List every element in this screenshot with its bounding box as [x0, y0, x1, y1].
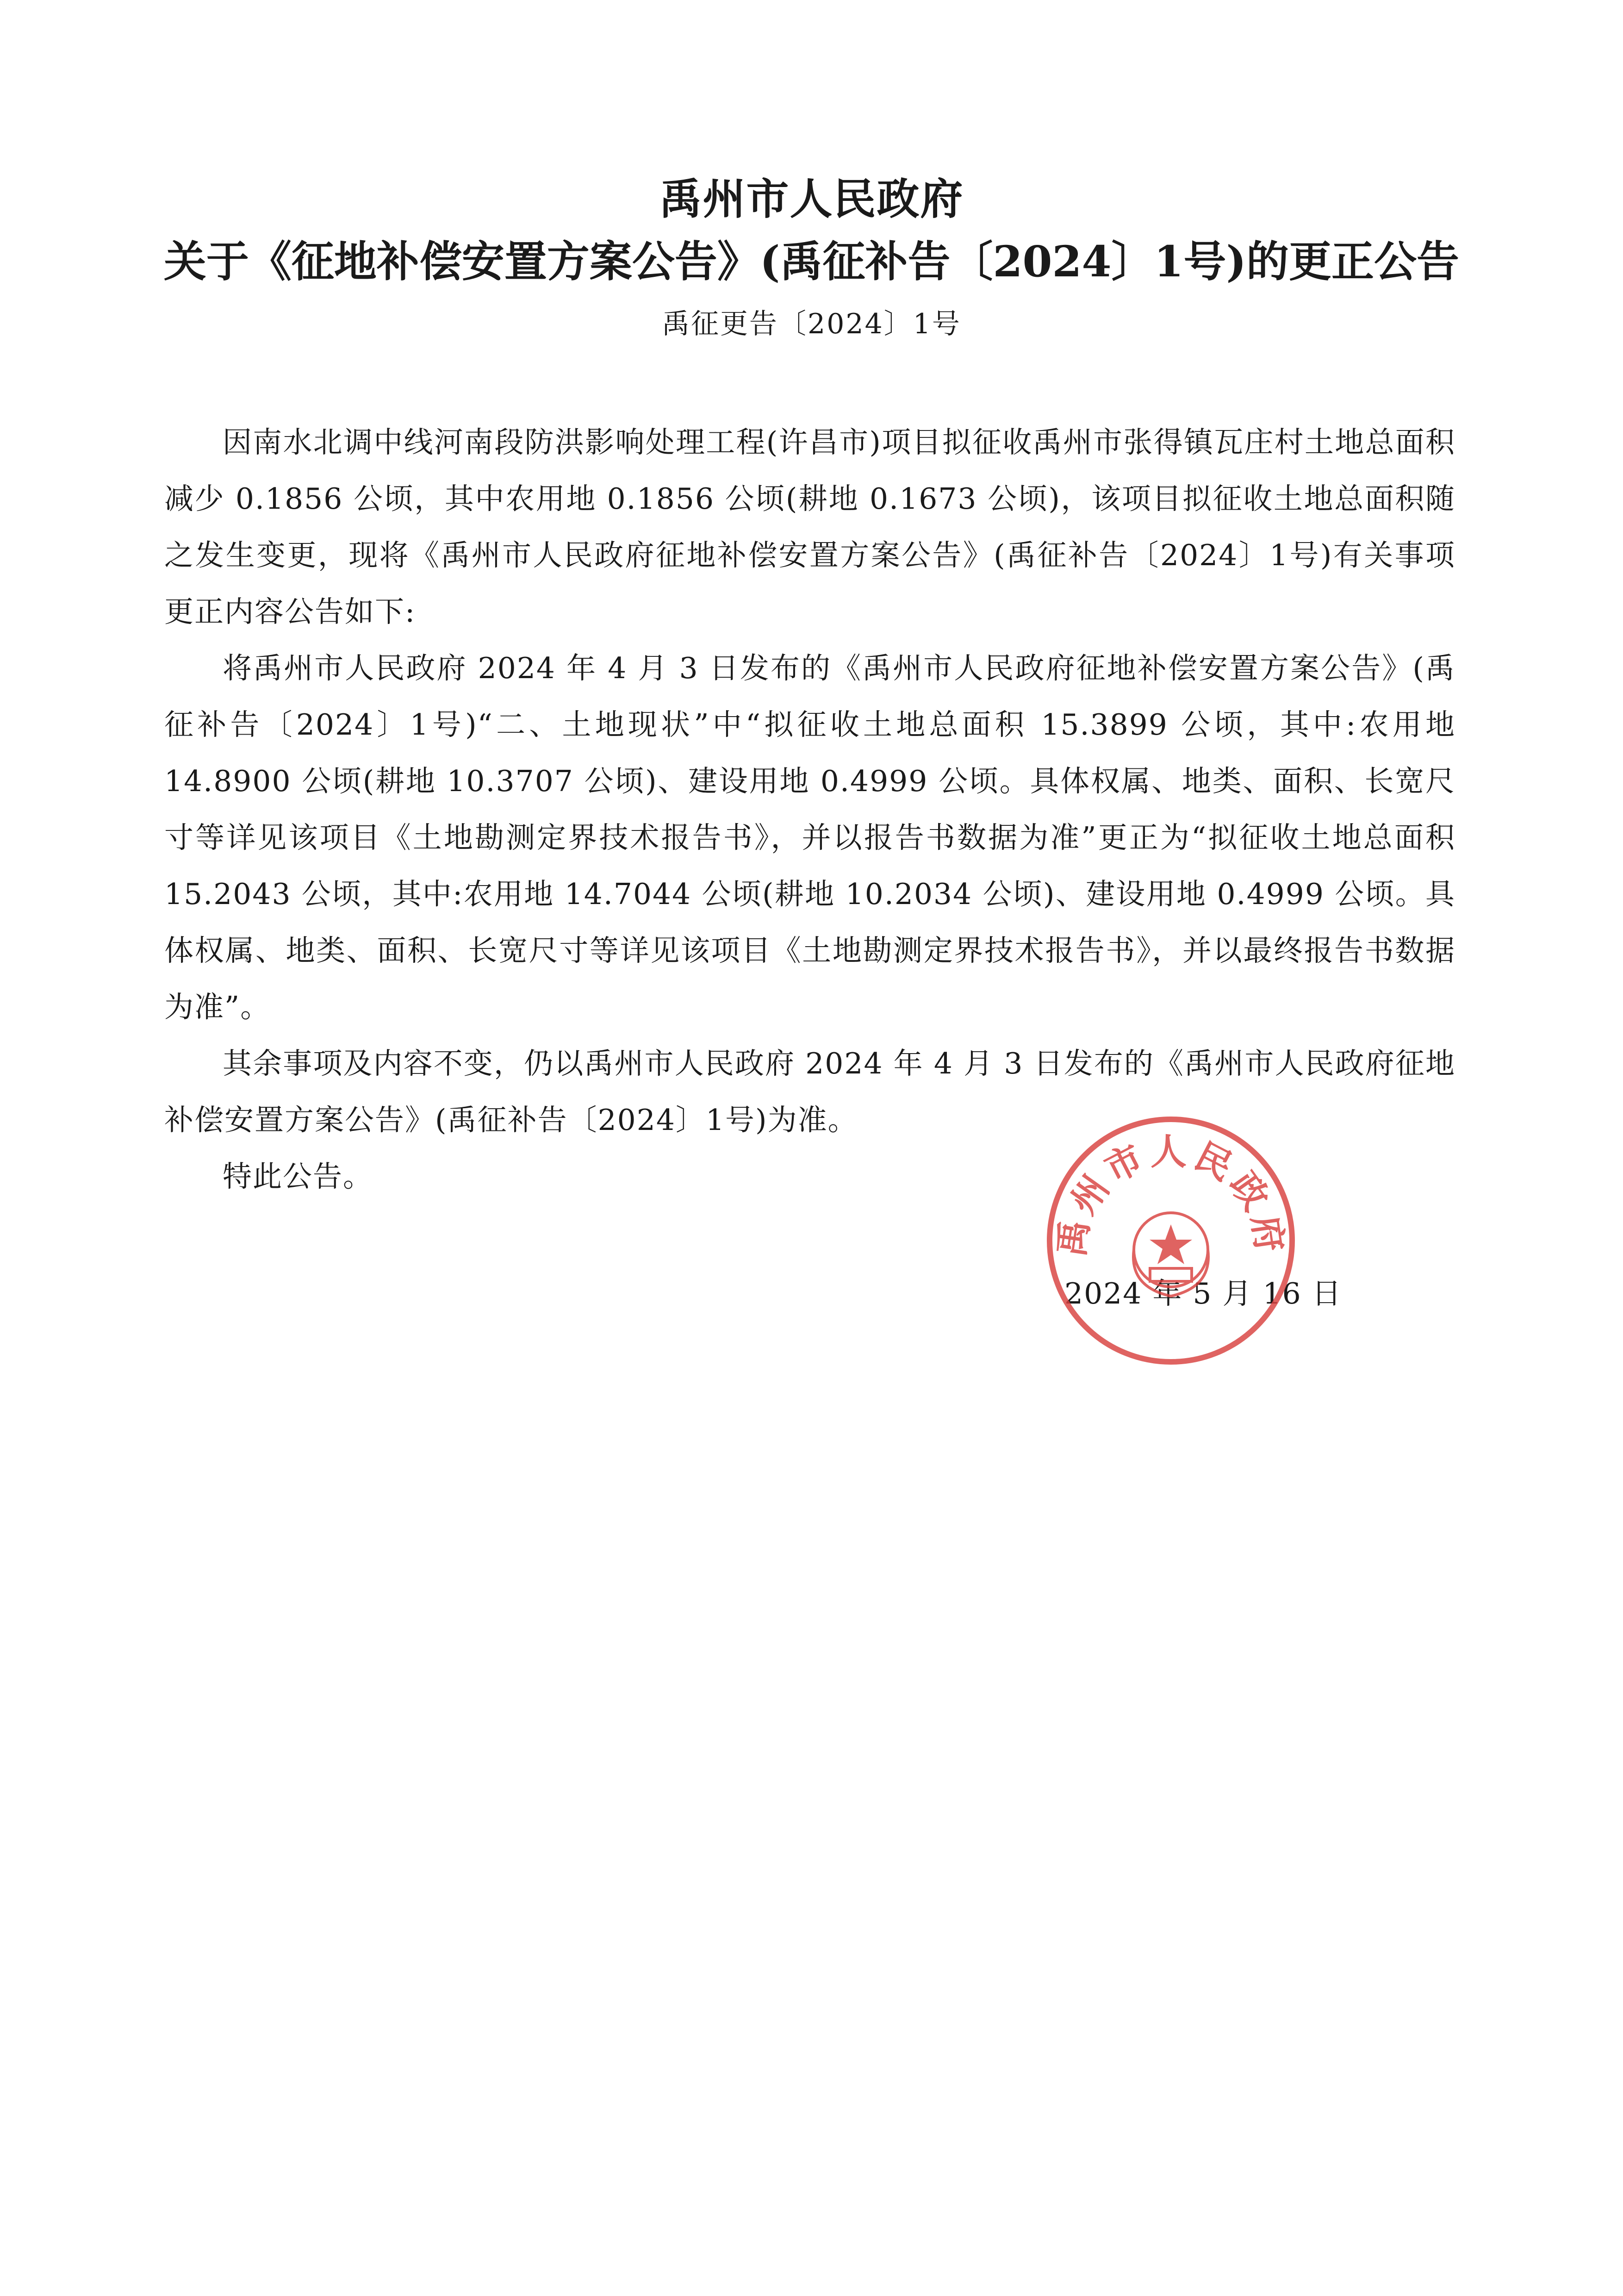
- national-emblem-icon: [1133, 1213, 1208, 1296]
- document-number: 禹征更告〔2024〕1号: [662, 308, 961, 340]
- body-paragraph: 将禹州市人民政府 2024 年 4 月 3 日发布的《禹州市人民政府征地补偿安置方案公告》(禹征补告〔2024〕1号)“二、土地现状”中“拟征收土地总面积 15.3899 公顷，其中:农用地 14.8900 公顷(耕地 10.3707 公顷)、建设用地 0.4999 公顷。具体权属、地类、面积、长宽尺寸等详见该项目《土地勘测定界技术报告书》，并以报告书数据为准”更正为“拟征收土地总面积 15.2043 公顷，其中:农用地 14.7044 公顷(耕地 10.2034 公顷)、建设用地 0.4999 公顷。具体权属、地类、面积、长宽尺寸等详见该项目《土地勘测定界技术报告书》，并以最终报告书数据为准”。: [164, 651, 1455, 1024]
- document-title-issuer: 禹州市人民政府: [659, 174, 964, 224]
- seal-text-path: 禹州市人民政府: [1050, 1131, 1292, 1259]
- document-title: 关于《征地补偿安置方案公告》(禹征补告〔2024〕1号)的更正公告: [163, 237, 1460, 287]
- document-body: [164, 414, 1455, 1205]
- issue-date: 2024 年 5 月 16 日: [1064, 1277, 1342, 1310]
- body-paragraph: 因南水北调中线河南段防洪影响处理工程(许昌市)项目拟征收禹州市张得镇瓦庄村土地总面积减少 0.1856 公顷，其中农用地 0.1856 公顷(耕地 0.1673 公顷)，该项目拟征收土地总面积随之发生变更，现将《禹州市人民政府征地补偿安置方案公告》(禹征补告〔2024〕1号)有关事项更正内容公告如下:: [164, 425, 1455, 629]
- body-paragraph: 其余事项及内容不变，仍以禹州市人民政府 2024 年 4 月 3 日发布的《禹州市人民政府征地补偿安置方案公告》(禹征补告〔2024〕1号)为准。: [164, 1047, 1455, 1137]
- closing-line: 特此公告。: [223, 1160, 373, 1193]
- official-seal: [1041, 1111, 1300, 1370]
